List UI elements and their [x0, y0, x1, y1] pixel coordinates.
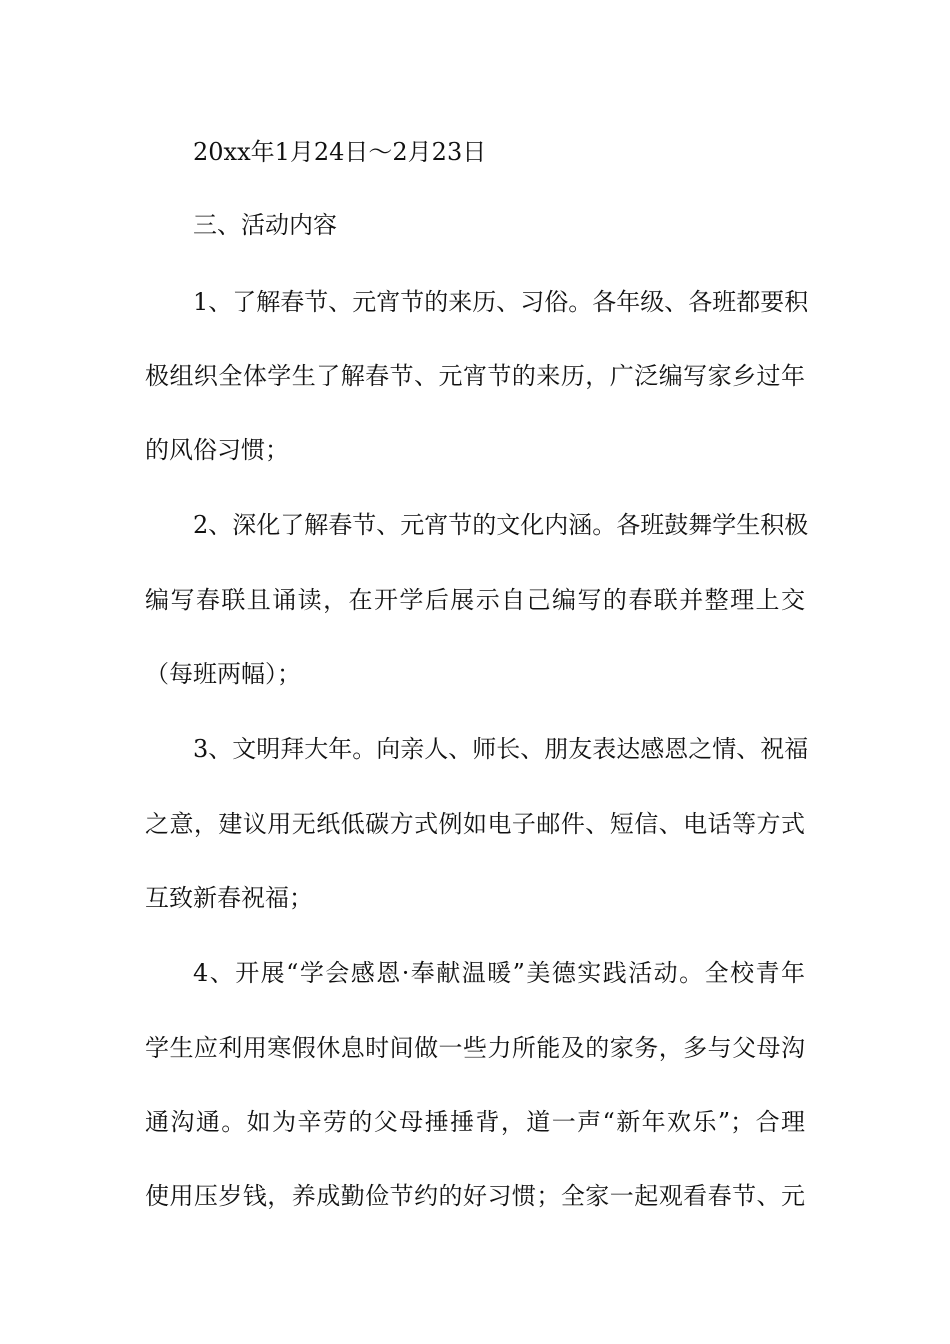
item-1-line-1: 1、了解春节、元宵节的来历、习俗。各年级、各班都要积	[193, 288, 809, 316]
item-3-line-1: 3、文明拜大年。向亲人、师长、朋友表达感恩之情、祝福	[193, 735, 809, 763]
item-3-line-2: 之意，建议用无纸低碳方式例如电子邮件、短信、电话等方式	[145, 810, 805, 838]
item-2-line-1: 2、深化了解春节、元宵节的文化内涵。各班鼓舞学生积极	[193, 511, 809, 539]
item-4-line-1: 4、开展“学会感恩·奉献温暖”美德实践活动。全校青年	[193, 959, 805, 987]
date-range-line: 20xx年1月24日～2月23日	[193, 138, 487, 166]
item-4-line-3: 通沟通。如为辛劳的父母捶捶背，道一声“新年欢乐”；合理	[145, 1108, 805, 1136]
item-1-line-3: 的风俗习惯；	[145, 436, 289, 464]
item-2-line-2: 编写春联且诵读，在开学后展示自己编写的春联并整理上交	[145, 586, 805, 614]
item-2-line-3: （每班两幅）；	[145, 660, 301, 688]
item-4-line-2: 学生应利用寒假休息时间做一些力所能及的家务，多与父母沟	[145, 1034, 805, 1062]
section-heading-activity-content: 三、活动内容	[193, 211, 337, 239]
item-4-line-4: 使用压岁钱，养成勤俭节约的好习惯；全家一起观看春节、元	[145, 1182, 805, 1210]
item-3-line-3: 互致新春祝福；	[145, 884, 313, 912]
item-1-line-2: 极组织全体学生了解春节、元宵节的来历，广泛编写家乡过年	[145, 362, 805, 390]
